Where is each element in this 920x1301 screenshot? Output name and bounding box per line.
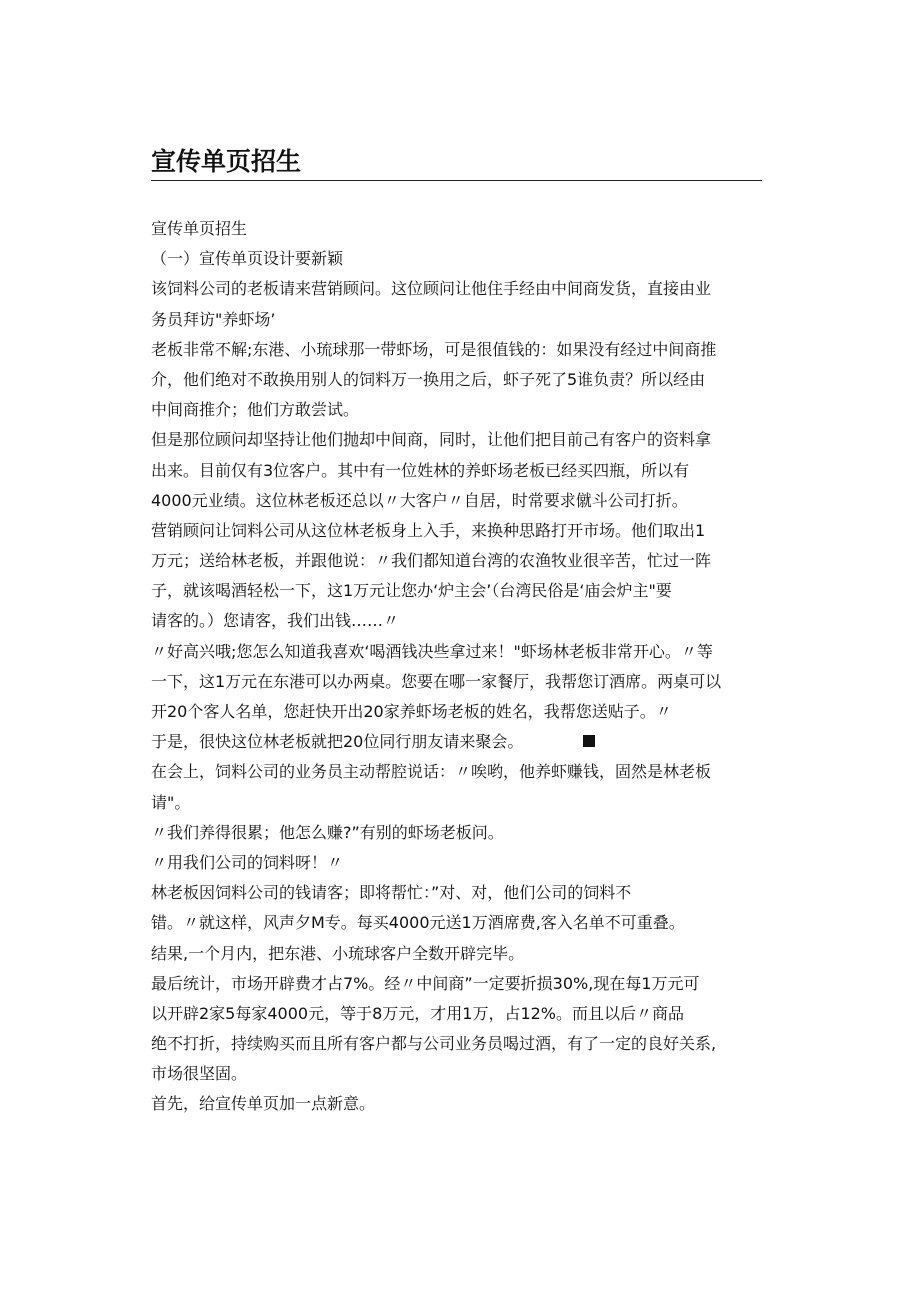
- paragraph-line: 出来。目前仅有3位客户。其中有一位姓林的养虾场老板已经买四瓶，所以有: [151, 460, 690, 480]
- section-heading: （一）宣传单页设计要新颖: [151, 249, 344, 269]
- paragraph-line-text: 于是，很快这位林老板就把20位同行朋友请来聚会。: [151, 732, 524, 752]
- paragraph-line: 〃我们养得很累；他怎么赚?”有别的虾场老板问。: [151, 822, 504, 842]
- paragraph-line: 请客的。）您请客，我们出钱……〃: [151, 611, 400, 631]
- paragraph-line: 请"。: [151, 792, 191, 812]
- black-square-icon: [583, 735, 595, 747]
- page-title: 宣传单页招生: [151, 147, 302, 176]
- paragraph-line: 该饲料公司的老板请来营销顾问。这位顾问让他住手经由中间商发货，直接由业: [151, 279, 712, 299]
- paragraph-line: 介，他们绝对不敢换用别人的饲料万一换用之后，虾子死了5谁负责？所以经由: [151, 369, 706, 389]
- subtitle: 宣传单页招生: [151, 219, 248, 238]
- document-body: [151, 214, 767, 1120]
- paragraph-line: 营销顾问让饲料公司从这位林老板身上入手，来换种思路打开市场。他们取出1: [151, 520, 706, 540]
- paragraph-line: 最后统计，市场开辟费才占7%。经〃中间商”一定要折损30%,现在每1万元可: [151, 973, 700, 993]
- paragraph-line: [151, 727, 767, 757]
- paragraph-line: 务员拜访"养虾场’: [151, 309, 276, 329]
- paragraph-line: 老板非常不解;东港、小琉球那一带虾场，可是很值钱的：如果没有经过中间商推: [151, 339, 717, 359]
- paragraph-line: 万元；送给林老板，并跟他说：〃我们都知道台湾的农渔牧业很辛苦，忙过一阵: [151, 551, 712, 571]
- paragraph-line: 在会上，饲料公司的业务员主动帮腔说话：〃唉哟，他养虾赚钱，固然是林老板: [151, 762, 712, 782]
- paragraph-line: 错。〃就这样，风声夕M专。每买4000元送1万酒席费,客入名单不可重叠。: [151, 913, 685, 933]
- paragraph-line: 一下，这1万元在东港可以办两桌。您要在哪一家餐厅，我帮您订酒席。两桌可以: [151, 671, 722, 691]
- paragraph-line: 开20个客人名单，您赶快开出20家养虾场老板的姓名，我帮您送贴子。〃: [151, 702, 672, 721]
- paragraph-line: 但是那位顾问却坚持让他们抛却中间商，同时，让他们把目前己有客户的资料拿: [151, 430, 712, 450]
- paragraph-line: 结果,一个月内，把东港、小琉球客户全数开辟完毕。: [151, 943, 525, 963]
- title-divider: [151, 180, 762, 181]
- paragraph-line: 绝不打折，持续购买而且所有客户都与公司业务员喝过酒，有了一定的良好关系,: [151, 1034, 717, 1054]
- paragraph-line: 4000元业绩。这位林老板还总以〃大客户〃自居，时常要求僦斗公司打折。: [151, 490, 688, 510]
- paragraph-line: 市场很坚固。: [151, 1064, 248, 1084]
- paragraph-line: 子，就该喝酒轻松一下，这1万元让您办‘炉主会’（台湾民俗是‘庙会炉主"要: [151, 581, 672, 601]
- paragraph-line: 首先，给宣传单页加一点新意。: [151, 1094, 376, 1114]
- paragraph-line: 中间商推介；他们方敢尝试。: [151, 400, 360, 420]
- paragraph-line: 以开辟2家5每家4000元，等于8万元，才用1万，占12%。而且以后〃商品: [151, 1003, 685, 1023]
- paragraph-line: 〃用我们公司的饲料呀！〃: [151, 852, 344, 872]
- paragraph-line: 〃好高兴哦;您怎么知道我喜欢‘喝酒钱决些拿过来！"虾场林老板非常开心。〃等: [151, 641, 713, 661]
- paragraph-line: 林老板因饲料公司的钱请客；即将帮忙：”对、对，他们公司的饲料不: [151, 883, 632, 903]
